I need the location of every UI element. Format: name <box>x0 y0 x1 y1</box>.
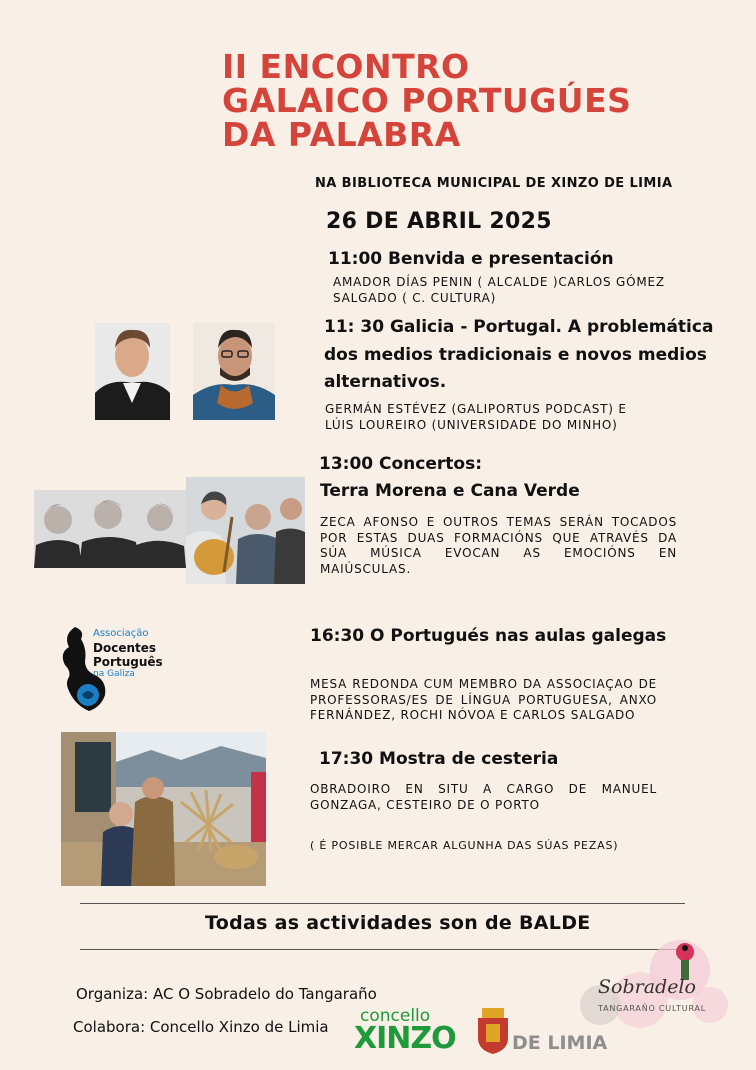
adpg-logo <box>55 625 170 713</box>
concello-small: concello <box>360 1006 431 1026</box>
adpg-line-3: Português <box>93 655 163 669</box>
event-3-desc: ZECA AFONSO E OUTROS TEMAS SERÁN TOCADOS POR ESTAS DUAS FORMACIÓNS QUE ATRAVÉS DA SÚA MÚSICA EVOCAN AS EMOCIÓNS EN MAIÚSCULAS. <box>320 515 677 576</box>
event-date: 26 DE ABRIL 2025 <box>326 209 552 234</box>
adpg-line-2: Docentes <box>93 641 157 655</box>
sobradelo-logo <box>560 930 730 1040</box>
venue: NA BIBLIOTECA MUNICIPAL DE XINZO DE LIMIA <box>315 176 673 191</box>
event-4-desc: MESA REDONDA CUM MEMBRO DA ASSOCIAÇAO DE PROFESSORAS/ES DE LÍNGUA PORTUGUESA, ANXO FERNÁNDEZ, ROCHI NÓVOA E CARLOS SALGADO <box>310 677 657 722</box>
event-3-subtitle: Terra Morena e Cana Verde <box>320 481 580 501</box>
band-photo-terra-morena <box>34 490 186 568</box>
event-1-title: 11:00 Benvida e presentación <box>328 249 614 269</box>
title-line-3: DA PALABRA <box>222 115 461 154</box>
sobradelo-name: Sobradelo <box>598 976 696 998</box>
speaker-photo-2 <box>193 323 275 420</box>
event-5-desc: OBRADOIRO EN SITU A CARGO DE MANUEL GONZAGA, CESTEIRO DE O PORTO <box>310 782 657 812</box>
event-1-desc: AMADOR DÍAS PENIN ( ALCALDE )CARLOS GÓMEZ SALGADO ( C. CULTURA) <box>333 275 665 305</box>
adpg-line-4: na Galiza <box>93 669 135 679</box>
speaker-photo-1 <box>95 323 170 420</box>
event-5-note: ( É POSIBLE MERCAR ALGUNHA DAS SÚAS PEZAS) <box>310 839 619 852</box>
event-2-desc: GERMÁN ESTÉVEZ (GALIPORTUS PODCAST) E LÚIS LOUREIRO (UNIVERSIDADE DO MINHO) <box>325 402 627 432</box>
title-line-1: II ENCONTRO <box>222 47 470 86</box>
concello-big: XINZO <box>354 1021 456 1056</box>
event-5-title: 17:30 Mostra de cesteria <box>319 749 559 769</box>
event-title <box>222 47 722 154</box>
free-notice: Todas as actividades son de BALDE <box>205 912 591 934</box>
concello-suffix: DE LIMIA <box>512 1032 608 1054</box>
title-line-2: GALAICO PORTUGÚES <box>222 81 632 120</box>
event-4-title: 16:30 O Portugués nas aulas galegas <box>310 626 667 646</box>
basketry-photo <box>61 732 266 886</box>
band-photo-cana-verde <box>186 477 305 584</box>
adpg-line-1: Associação <box>93 628 149 639</box>
divider-top <box>80 903 685 904</box>
sobradelo-sub: TANGARAÑO CULTURAL <box>598 1004 707 1013</box>
event-3-title: 13:00 Concertos: <box>319 454 483 474</box>
coat-of-arms-icon <box>474 1008 512 1054</box>
organiza: Organiza: AC O Sobradelo do Tangaraño <box>76 985 377 1003</box>
colabora: Colabora: Concello Xinzo de Limia <box>73 1018 329 1036</box>
event-2-title: 11: 30 Galicia - Portugal. A problemática dos medios tradicionais e novos medios alternativos. <box>324 317 714 392</box>
